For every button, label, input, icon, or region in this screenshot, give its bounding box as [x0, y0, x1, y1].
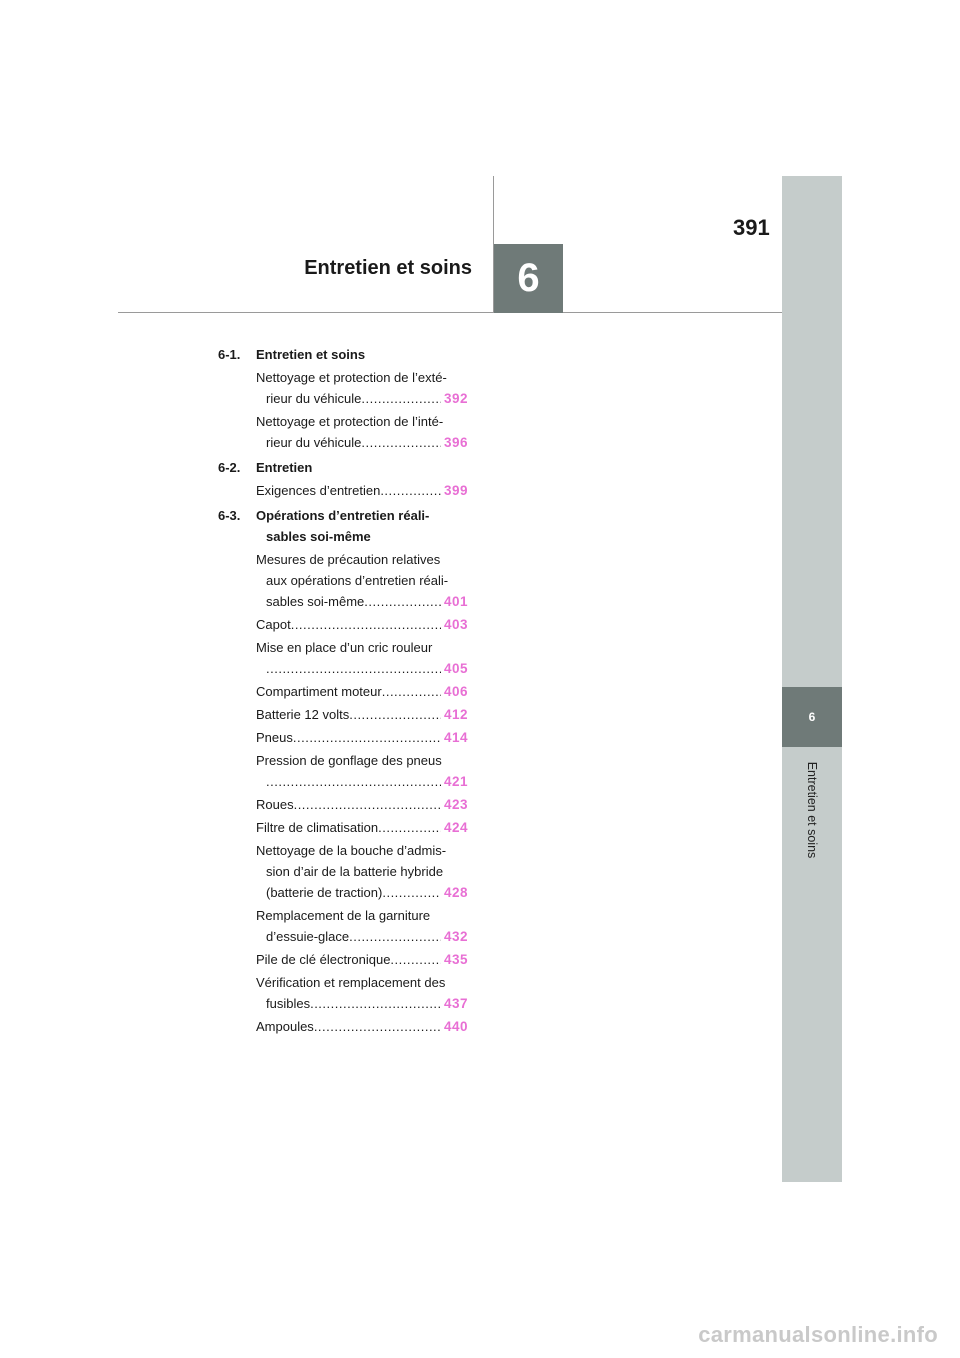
entry-page-link[interactable]: 412: [443, 707, 468, 722]
entry-leader-row: [256, 480, 468, 501]
section-heading: [218, 344, 468, 365]
section-title-line: Entretien: [256, 460, 313, 475]
section-title-line: sables soi-même: [266, 529, 371, 544]
entry-line: Nettoyage et protection de l’inté-: [256, 414, 444, 429]
entry-line: sion d’air de la batterie hybride: [266, 864, 444, 879]
toc-entry[interactable]: [256, 549, 468, 612]
entry-label: rieur du véhicule: [266, 435, 362, 450]
toc-entry[interactable]: [256, 817, 468, 838]
entry-leader-row: [256, 432, 468, 453]
section-title: [256, 457, 468, 478]
entry-leader-row: [256, 949, 468, 970]
chapter-number-box: [494, 244, 563, 313]
dot-leader: [310, 993, 441, 1014]
entry-leader-row: [256, 614, 468, 635]
entry-leader-row: [256, 817, 468, 838]
header-horizontal-rule: [118, 312, 782, 313]
toc-entry[interactable]: [256, 367, 468, 409]
toc-entry[interactable]: [256, 750, 468, 792]
side-chapter-tab[interactable]: [782, 687, 842, 747]
dot-leader: [382, 882, 441, 903]
entry-leader-row: [256, 993, 468, 1014]
entry-page-link[interactable]: 424: [443, 820, 468, 835]
toc-entry[interactable]: [256, 480, 468, 501]
section-heading: [218, 505, 468, 547]
entry-label: Compartiment moteur: [256, 684, 382, 699]
entry-label: sables soi-même: [266, 594, 365, 609]
toc-entry[interactable]: [256, 727, 468, 748]
entry-leader-row: [256, 658, 468, 679]
dot-leader: [361, 432, 441, 453]
entry-label: Filtre de climatisation: [256, 820, 379, 835]
toc-entry[interactable]: [256, 840, 468, 903]
entry-line: Nettoyage et protection de l’exté-: [256, 370, 447, 385]
entry-page-link[interactable]: 399: [443, 483, 468, 498]
toc-entry[interactable]: [256, 905, 468, 947]
section-number: 6-1.: [218, 347, 241, 362]
entry-page-link[interactable]: 396: [443, 435, 468, 450]
entry-leader-row: [256, 727, 468, 748]
entry-line: Mesures de précaution relatives: [256, 552, 441, 567]
entry-page-link[interactable]: 440: [443, 1019, 468, 1034]
entry-page-link[interactable]: 405: [443, 661, 468, 676]
toc-entry[interactable]: [256, 704, 468, 725]
entry-page-link[interactable]: 432: [443, 929, 468, 944]
entry-page-link[interactable]: 401: [443, 594, 468, 609]
entry-label: Pneus: [256, 730, 293, 745]
entry-page-link[interactable]: 437: [443, 996, 468, 1011]
entry-leader-row: [256, 591, 468, 612]
entry-label: Ampoules: [256, 1019, 314, 1034]
toc-entry[interactable]: [256, 794, 468, 815]
toc-section: [218, 505, 468, 1037]
chapter-number: 6: [517, 256, 540, 300]
dot-leader: [291, 614, 441, 635]
entry-label: Exigences d’entretien: [256, 483, 381, 498]
toc-entry[interactable]: [256, 411, 468, 453]
entry-leader-row: [256, 388, 468, 409]
entry-page-link[interactable]: 423: [443, 797, 468, 812]
side-tab-number: 6: [808, 710, 816, 724]
section-title-line: Opérations d’entretien réali-: [256, 508, 430, 523]
section-heading: [218, 457, 468, 478]
section-number: 6-2.: [218, 460, 241, 475]
toc-entry[interactable]: [256, 1016, 468, 1037]
dot-leader: [380, 480, 441, 501]
table-of-contents: [218, 344, 468, 1039]
entry-page-link[interactable]: 392: [443, 391, 468, 406]
section-title: [256, 505, 468, 547]
entry-line: Pression de gonflage des pneus: [256, 753, 442, 768]
entry-page-link[interactable]: 414: [443, 730, 468, 745]
entry-page-link[interactable]: 435: [443, 952, 468, 967]
section-title: [256, 344, 468, 365]
watermark: carmanualsonline.info: [698, 1322, 938, 1347]
dot-leader: [349, 704, 441, 725]
dot-leader: [314, 1016, 441, 1037]
entry-label: (batterie de traction): [266, 885, 383, 900]
entry-leader-row: [256, 704, 468, 725]
dot-leader: [378, 817, 441, 838]
toc-entry[interactable]: [256, 949, 468, 970]
entry-line: Nettoyage de la bouche d’admis-: [256, 843, 447, 858]
toc-entry[interactable]: [256, 614, 468, 635]
toc-section: [218, 457, 468, 505]
section-number: 6-3.: [218, 508, 241, 523]
section-title-line: Entretien et soins: [256, 347, 366, 362]
dot-leader: [266, 771, 441, 792]
dot-leader: [294, 794, 441, 815]
side-chapter-label: Entretien et soins: [805, 761, 819, 859]
dot-leader: [390, 949, 441, 970]
dot-leader: [266, 658, 441, 679]
entry-line: Vérification et remplacement des: [256, 975, 446, 990]
entry-page-link[interactable]: 421: [443, 774, 468, 789]
entry-leader-row: [256, 771, 468, 792]
side-index-bar: [782, 176, 842, 1182]
entry-label: fusibles: [266, 996, 311, 1011]
page-number: 391: [733, 215, 770, 240]
entry-page-link[interactable]: 403: [443, 617, 468, 632]
toc-entry[interactable]: [256, 681, 468, 702]
dot-leader: [361, 388, 441, 409]
chapter-title: Entretien et soins: [304, 257, 472, 279]
entry-leader-row: [256, 794, 468, 815]
entry-label: Pile de clé électronique: [256, 952, 391, 967]
toc-entry[interactable]: [256, 637, 468, 679]
entry-leader-row: [256, 1016, 468, 1037]
entry-label: Roues: [256, 797, 294, 812]
entry-label: rieur du véhicule: [266, 391, 362, 406]
entry-line: Mise en place d’un cric rouleur: [256, 640, 433, 655]
toc-entry[interactable]: [256, 972, 468, 1014]
entry-label: d’essuie-glace: [266, 929, 350, 944]
entry-leader-row: [256, 926, 468, 947]
toc-section: [218, 344, 468, 457]
entry-label: Capot: [256, 617, 291, 632]
entry-page-link[interactable]: 428: [443, 885, 468, 900]
entry-leader-row: [256, 681, 468, 702]
dot-leader: [364, 591, 441, 612]
dot-leader: [382, 681, 441, 702]
entry-label: Batterie 12 volts: [256, 707, 350, 722]
entry-page-link[interactable]: 406: [443, 684, 468, 699]
entry-line: aux opérations d’entretien réali-: [266, 573, 449, 588]
dot-leader: [293, 727, 441, 748]
entry-leader-row: [256, 882, 468, 903]
entry-line: Remplacement de la garniture: [256, 908, 431, 923]
dot-leader: [349, 926, 441, 947]
